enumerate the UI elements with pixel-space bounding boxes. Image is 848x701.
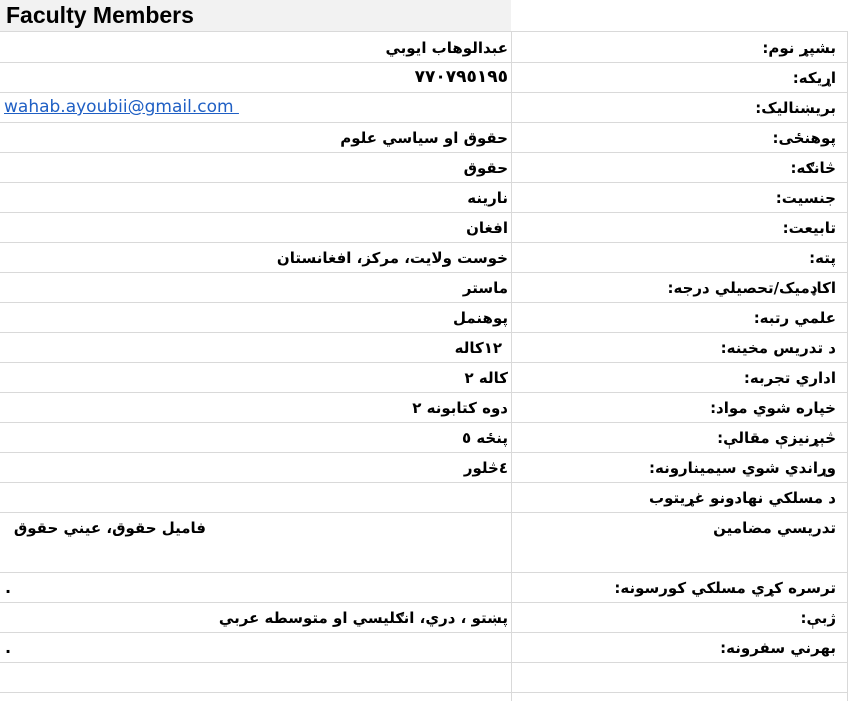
label-academic-degree: اکاډميک/تحصيلي درجه:	[667, 279, 836, 297]
value-gender: نارينه	[467, 189, 508, 207]
label-department: څانګه:	[790, 159, 836, 177]
value-languages: پښتو ، دري، انګليسي او متوسطه عربي	[218, 609, 508, 627]
value-academic-degree: ماستر	[462, 279, 508, 297]
sheet-title: Faculty Members	[6, 2, 194, 28]
label-courses: ترسره کړي مسلکي کورسونه:	[614, 579, 836, 597]
label-research-articles: څېړنيزې مقالې:	[717, 429, 836, 447]
label-gender: جنسيت:	[775, 189, 836, 207]
value-contact: ٧٧٠٧٩٥١٩٥	[414, 67, 508, 87]
value-full-name: عبدالوهاب ايوبي	[385, 39, 508, 57]
label-email: بريښناليک:	[755, 99, 836, 117]
label-languages: ژبې:	[800, 609, 836, 627]
label-full-name: بشپړ نوم:	[762, 39, 836, 57]
value-courses: .	[5, 578, 12, 597]
label-publications: خپاره شوي مواد:	[710, 399, 836, 417]
value-research-articles: پنځه ٥	[461, 429, 508, 447]
value-seminars: ٤څلور	[463, 459, 508, 477]
label-seminars: وړاندي شوي سيمينارونه:	[649, 459, 836, 477]
label-academic-rank: علمي رتبه:	[753, 309, 836, 327]
value-faculty: حقوق او سياسي علوم	[340, 129, 508, 147]
value-address: خوست ولايت، مرکز، افغانستان	[276, 249, 508, 267]
label-address: پته:	[809, 249, 836, 267]
value-department: حقوق	[463, 159, 508, 177]
label-foreign-travels: بهرني سفرونه:	[720, 639, 836, 657]
value-admin-experience: کاله ٢	[464, 369, 508, 387]
value-teaching-history: ١٢کاله	[454, 339, 502, 357]
value-academic-rank: پوهنمل	[452, 309, 508, 327]
email-link[interactable]: wahab.ayoubii@gmail.com	[4, 97, 239, 117]
value-foreign-travels: .	[5, 638, 12, 657]
label-memberships: د مسلکي نهادونو غړيتوب	[649, 489, 836, 507]
value-publications: دوه کتابونه ٢	[412, 399, 508, 417]
label-admin-experience: اداري تجربه:	[743, 369, 836, 387]
label-teaching-history: د تدريس مخينه:	[720, 339, 836, 357]
label-nationality: تابيعت:	[782, 219, 836, 237]
value-teaching-subjects: فاميل حقوق، عيني حقوق	[13, 519, 206, 537]
label-faculty: پوهنځی:	[772, 129, 836, 147]
value-nationality: افغان	[466, 219, 508, 237]
label-contact: اړيکه:	[792, 69, 836, 87]
label-teaching-subjects: تدريسي مضامين	[713, 519, 836, 537]
